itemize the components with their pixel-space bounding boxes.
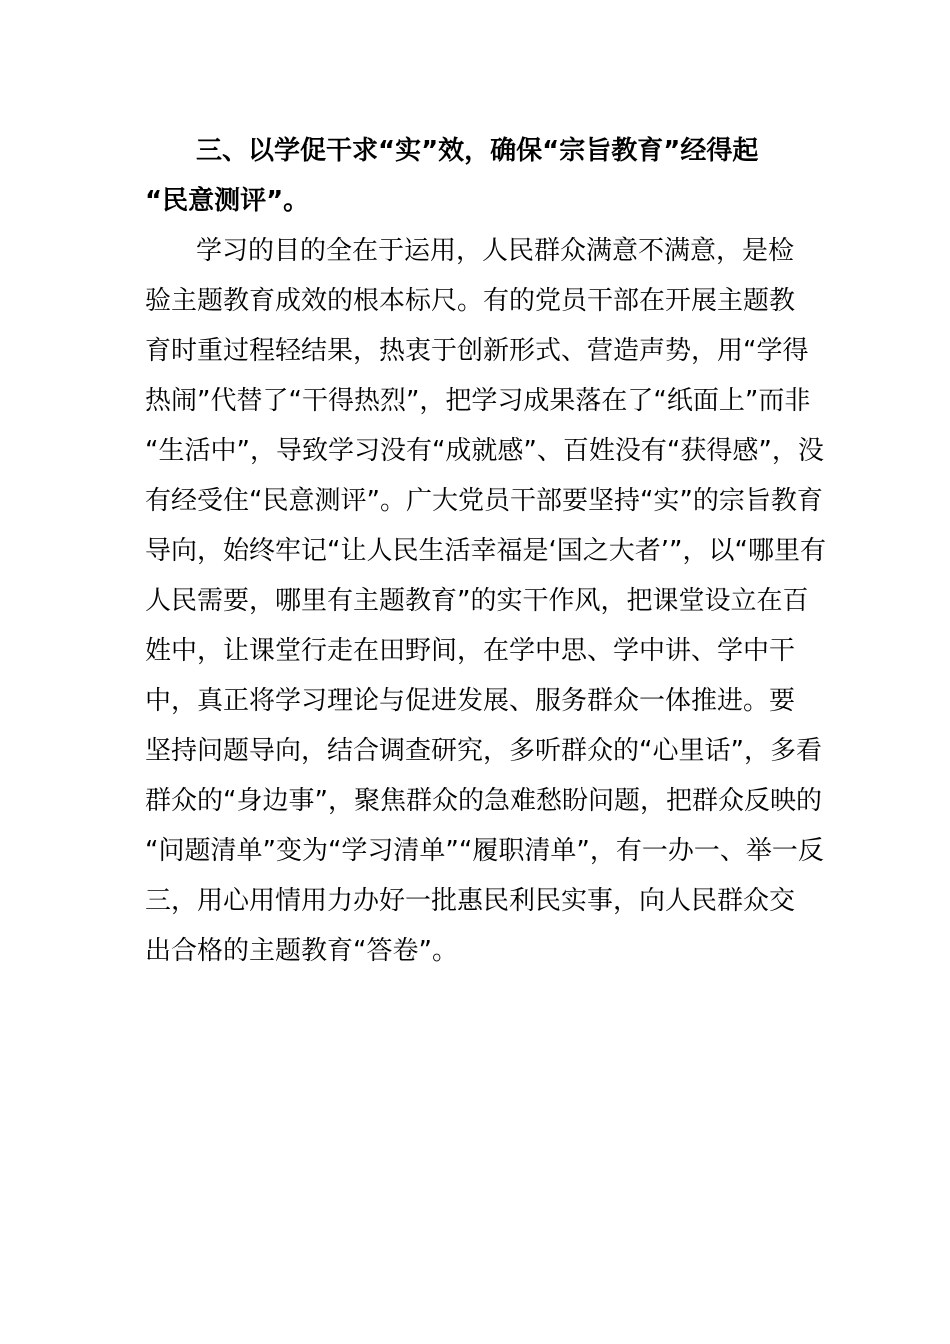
paragraph-line: 学习的目的全在于运用，人民群众满意不满意，是检 bbox=[196, 236, 795, 266]
paragraph-line: “问题清单”变为“学习清单”“履职清单”，有一办一、举一反 bbox=[145, 836, 824, 866]
paragraph-line: 育时重过程轻结果，热衷于创新形式、营造声势，用“学得 bbox=[145, 336, 809, 366]
paragraph-line: 热闹”代替了“干得热烈”，把学习成果落在了“纸面上”而非 bbox=[145, 386, 811, 416]
paragraph-line: 坚持问题导向，结合调查研究，多听群众的“心里话”，多看 bbox=[145, 736, 822, 766]
paragraph-line: 三，用心用情用力办好一批惠民利民实事，向人民群众交 bbox=[145, 886, 796, 916]
paragraph-line: 姓中，让课堂行走在田野间，在学中思、学中讲、学中干 bbox=[145, 636, 796, 666]
paragraph-line: “生活中”，导致学习没有“成就感”、百姓没有“获得感”，没 bbox=[145, 436, 824, 466]
section-heading-line-1: 三、以学促干求“实”效，确保“宗旨教育”经得起 bbox=[196, 136, 759, 166]
paragraph-line: 出合格的主题教育“答卷”。 bbox=[145, 936, 458, 966]
paragraph-line: 导向，始终牢记“让人民生活幸福是‘国之大者’”，以“哪里有 bbox=[145, 536, 826, 566]
section-heading-line-2: “民意测评”。 bbox=[145, 186, 310, 216]
paragraph-line: 人民需要，哪里有主题教育”的实干作风，把课堂设立在百 bbox=[145, 586, 809, 616]
paragraph-line: 验主题教育成效的根本标尺。有的党员干部在开展主题教 bbox=[145, 286, 796, 316]
paragraph-line: 群众的“身边事”，聚焦群众的急难愁盼问题，把群众反映的 bbox=[145, 786, 822, 816]
paragraph-line: 中，真正将学习理论与促进发展、服务群众一体推进。要 bbox=[145, 686, 796, 716]
paragraph-line: 有经受住“民意测评”。广大党员干部要坚持“实”的宗旨教育 bbox=[145, 486, 823, 516]
